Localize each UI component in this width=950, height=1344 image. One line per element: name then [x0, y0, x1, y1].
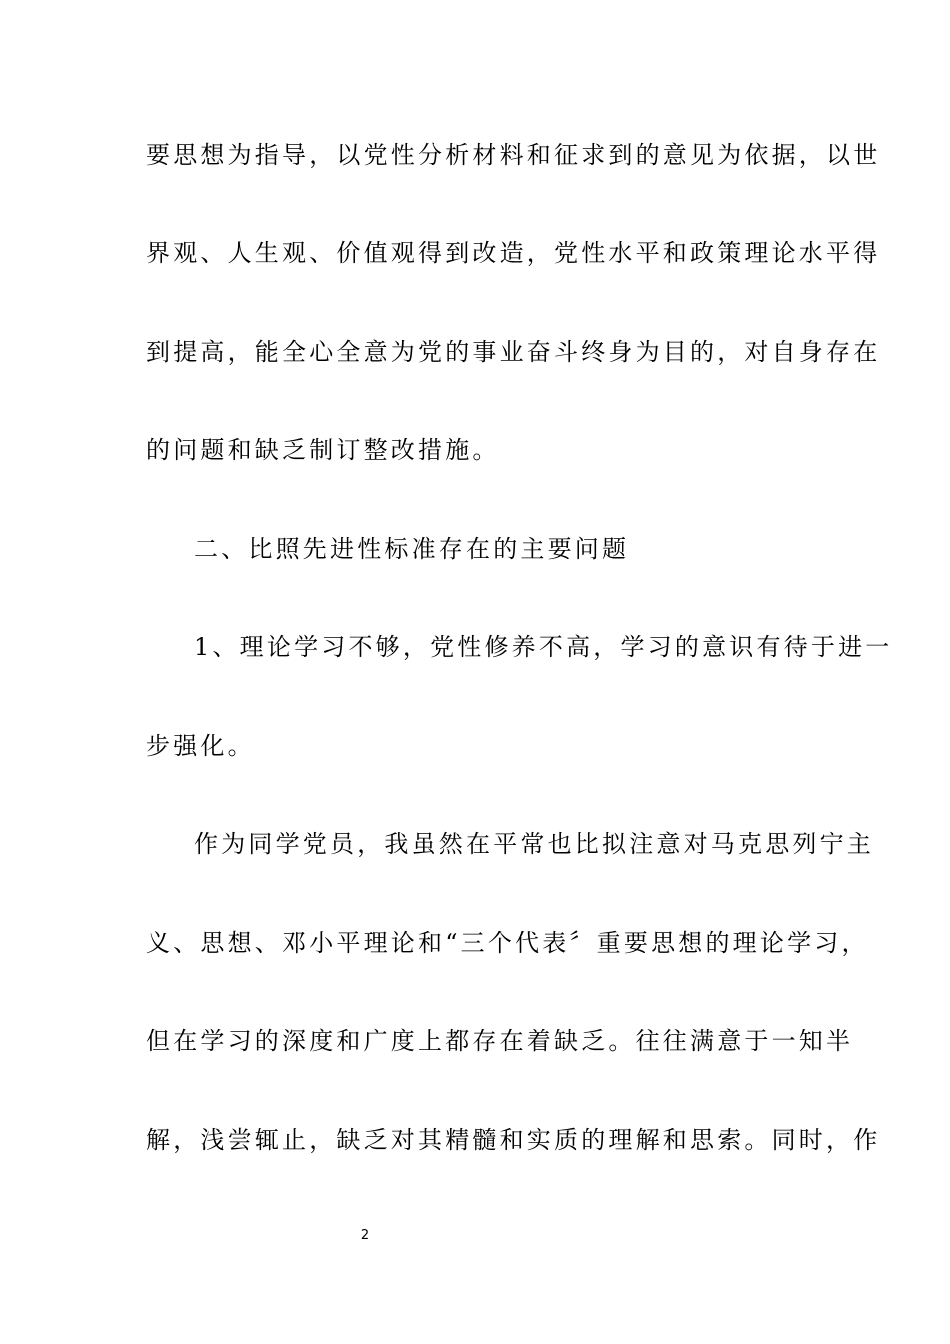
body-text-line: 作为同学党员，我虽然在平常也比拟注意对马克思列宁主	[194, 830, 874, 858]
body-text-line: 要思想为指导，以党性分析材料和征求到的意见为依据，以世	[146, 141, 881, 169]
page-number: 2	[360, 1228, 370, 1243]
body-text-line: 义、思想、邓小平理论和“三个代表〞重要思想的理论学习，	[146, 929, 869, 957]
body-text-line: 解，浅尝辄止，缺乏对其精髓和实质的理解和思索。同时，作	[146, 1126, 881, 1154]
body-text-line: 但在学习的深度和广度上都存在着缺乏。往往满意于一知半	[146, 1027, 854, 1055]
body-text-line: 的问题和缺乏制订整改措施。	[146, 436, 500, 464]
body-text-line: 界观、人生观、价值观得到改造，党性水平和政策理论水平得	[146, 239, 881, 267]
section-heading: 二、比照先进性标准存在的主要问题	[194, 535, 630, 563]
subsection-heading: 1、理论学习不够，党性修养不高，学习的意识有待于进一	[194, 633, 893, 661]
body-text-line: 到提高，能全心全意为党的事业奋斗终身为目的，对自身存在	[146, 338, 881, 366]
body-text-line: 步强化。	[146, 732, 255, 760]
